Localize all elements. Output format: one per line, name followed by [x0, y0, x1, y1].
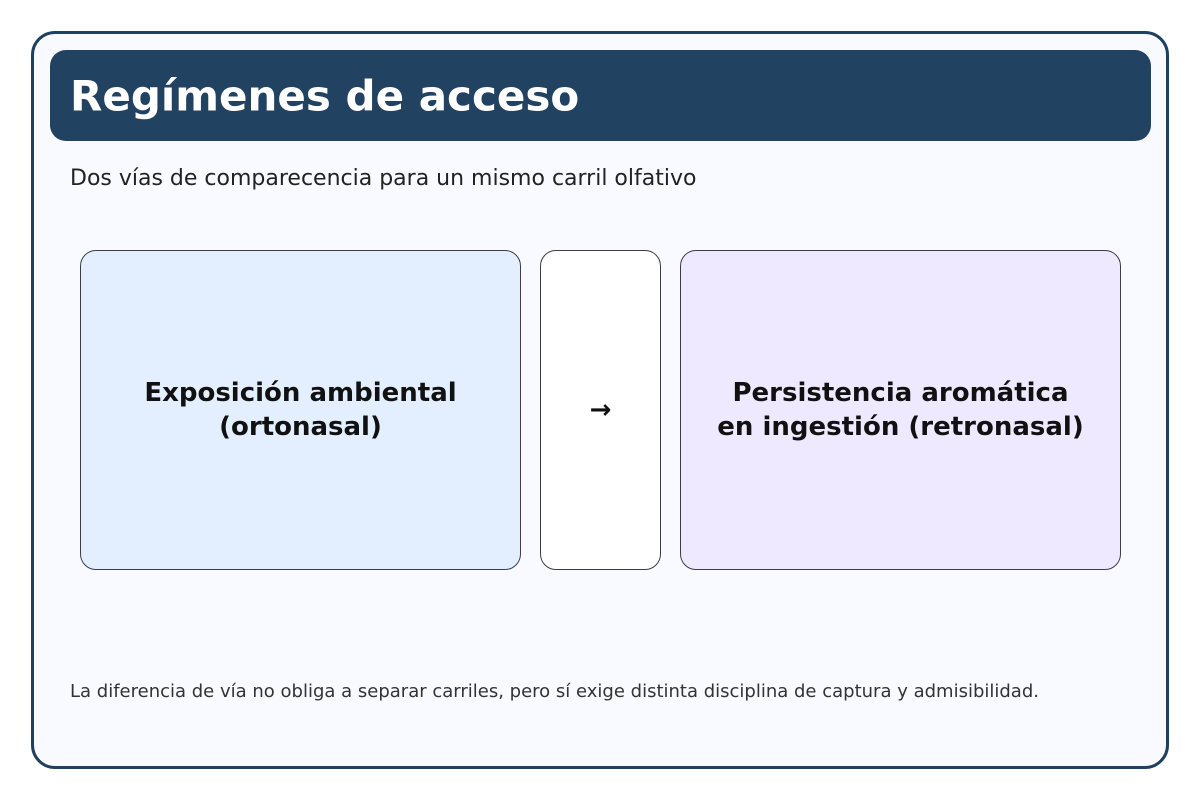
retronasal-box	[680, 250, 1121, 570]
orthonasal-box	[80, 250, 521, 570]
orthonasal-label: Exposición ambiental (ortonasal)	[144, 378, 457, 442]
right-arrow-icon: →	[589, 395, 612, 425]
connector-box	[540, 250, 661, 570]
footnote: La diferencia de vía no obliga a separar carriles, pero sí exige distinta disciplina de captura y admisibilidad.	[70, 681, 1039, 702]
title-bar	[50, 50, 1151, 141]
retronasal-label: Persistencia aromática en ingestión (retronasal)	[717, 378, 1084, 442]
subtitle: Dos vías de comparecencia para un mismo carril olfativo	[70, 166, 697, 191]
page-title: Regímenes de acceso	[70, 71, 580, 121]
